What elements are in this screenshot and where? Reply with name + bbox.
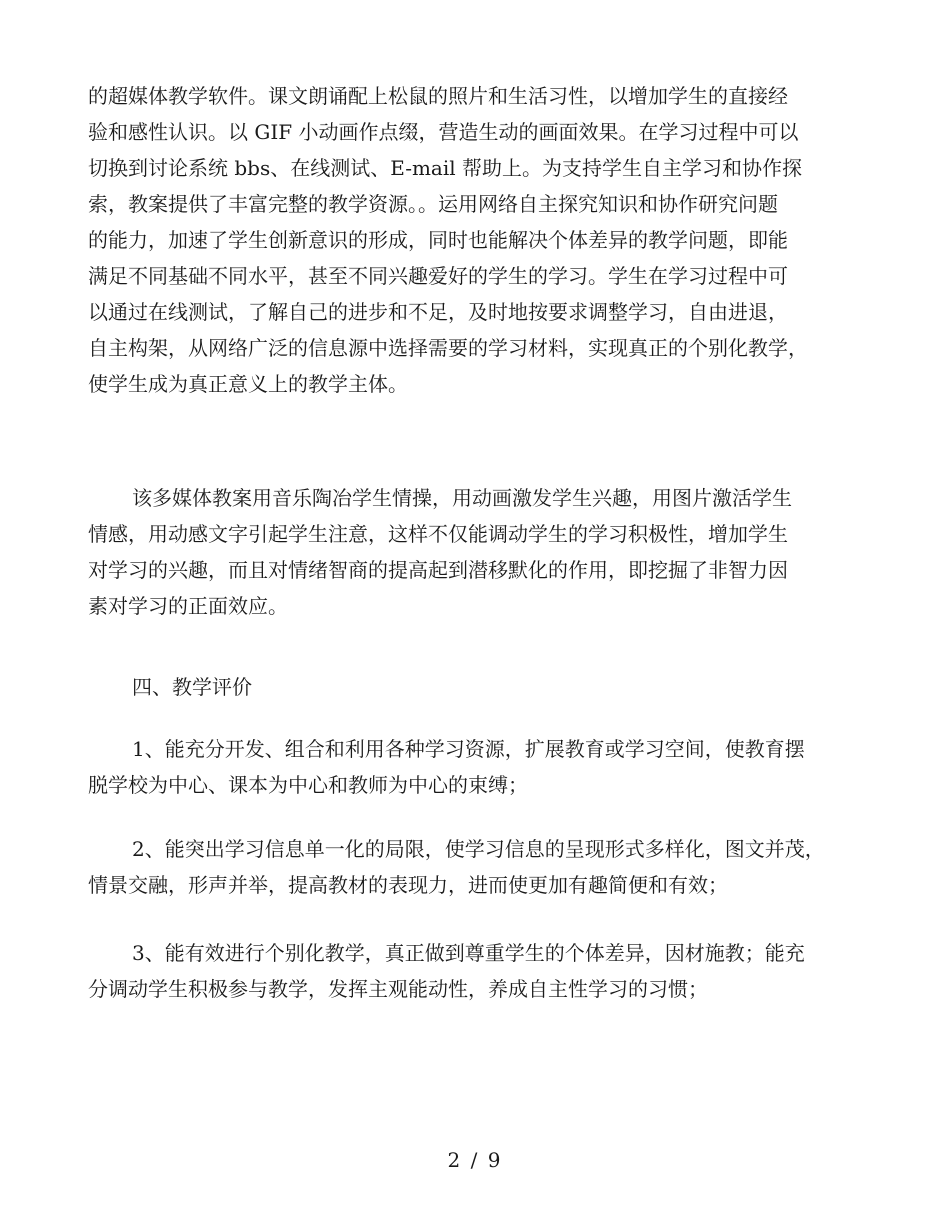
paragraph-line: 自主构架，从网络广泛的信息源中选择需要的学习材料，实现真正的个别化教学， [88,336,808,360]
paragraph-line: 使学生成为真正意义上的教学主体。 [88,372,408,396]
page-number: 2 / 9 [447,1148,503,1172]
paragraph-line: 该多媒体教案用音乐陶冶学生情操，用动画激发学生兴趣，用图片激活学生 [132,486,792,510]
evaluation-item-1 [88,731,888,803]
paragraph-multimedia-software [88,78,888,402]
paragraph-line: 以通过在线测试，了解自己的进步和不足，及时地按要求调整学习，自由进退， [88,300,788,324]
paragraph-line: 索，教案提供了丰富完整的教学资源。。运用网络自主探究知识和协作研究问题 [88,192,778,216]
paragraph-line: 对学习的兴趣，而且对情绪智商的提高起到潜移默化的作用，即挖掘了非智力因 [88,558,788,582]
paragraph-line: 3、能有效进行个别化教学，真正做到尊重学生的个体差异，因材施教；能充 [132,941,805,965]
paragraph-multimedia-courseware [88,480,888,624]
paragraph-line: 切换到讨论系统 bbs、在线测试、E-mail 帮助上。为支持学生自主学习和协作探 [88,156,802,180]
paragraph-line: 的超媒体教学软件。课文朗诵配上松鼠的照片和生活习性，以增加学生的直接经 [88,84,788,108]
evaluation-item-2 [88,831,888,903]
paragraph-line: 的能力，加速了学生创新意识的形成，同时也能解决个体差异的教学问题，即能 [88,228,788,252]
paragraph-line: 情景交融，形声并举，提高教材的表现力，进而使更加有趣简便和有效； [88,873,728,897]
paragraph-line: 1、能充分开发、组合和利用各种学习资源，扩展教育或学习空间，使教育摆 [132,737,805,761]
paragraph-line: 满足不同基础不同水平，甚至不同兴趣爱好的学生的学习。学生在学习过程中可 [88,264,788,288]
section-heading: 四、教学评价 [132,675,252,699]
section-heading-teaching-evaluation [88,669,888,705]
evaluation-item-3 [88,935,888,1007]
paragraph-line: 情感，用动感文字引起学生注意，这样不仅能调动学生的学习积极性，增加学生 [88,522,788,546]
paragraph-line: 素对学习的正面效应。 [88,594,288,618]
paragraph-line: 脱学校为中心、课本为中心和教师为中心的束缚； [88,773,528,797]
paragraph-line: 2、能突出学习信息单一化的局限，使学习信息的呈现形式多样化，图文并茂， [132,837,825,861]
paragraph-line: 验和感性认识。以 GIF 小动画作点缀，营造生动的画面效果。在学习过程中可以 [88,120,799,144]
paragraph-line: 分调动学生积极参与教学，发挥主观能动性，养成自主性学习的习惯； [88,977,708,1001]
